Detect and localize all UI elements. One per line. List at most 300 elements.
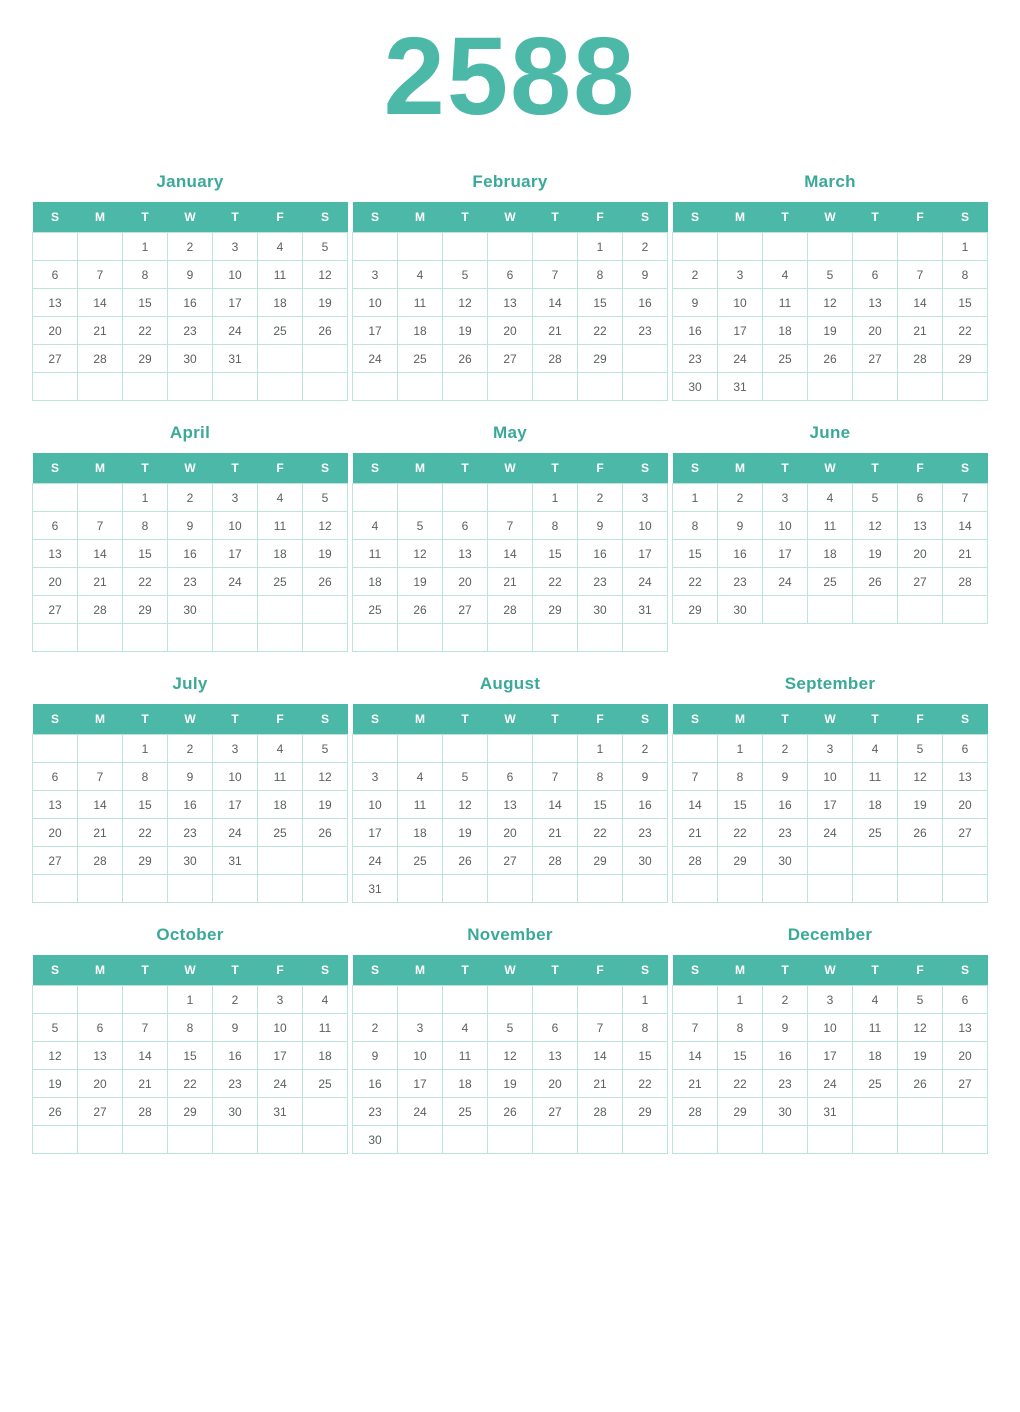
day-cell[interactable]: 14 [943, 512, 988, 540]
day-cell[interactable]: 6 [33, 512, 78, 540]
day-cell[interactable]: 28 [78, 596, 123, 624]
day-cell[interactable]: 19 [898, 1042, 943, 1070]
day-cell[interactable]: 2 [718, 484, 763, 512]
day-cell[interactable]: 14 [673, 1042, 718, 1070]
day-cell[interactable]: 28 [533, 345, 578, 373]
day-cell[interactable]: 5 [303, 735, 348, 763]
day-cell[interactable]: 30 [213, 1098, 258, 1126]
day-cell[interactable]: 16 [673, 317, 718, 345]
day-cell[interactable]: 17 [398, 1070, 443, 1098]
day-cell[interactable]: 9 [673, 289, 718, 317]
day-cell[interactable]: 20 [943, 791, 988, 819]
day-cell[interactable]: 12 [443, 289, 488, 317]
day-cell[interactable]: 17 [213, 791, 258, 819]
day-cell[interactable]: 22 [123, 317, 168, 345]
day-cell[interactable]: 9 [213, 1014, 258, 1042]
day-cell[interactable]: 21 [533, 317, 578, 345]
day-cell[interactable]: 2 [168, 735, 213, 763]
day-cell[interactable]: 29 [123, 345, 168, 373]
day-cell[interactable]: 14 [673, 791, 718, 819]
day-cell[interactable]: 21 [78, 317, 123, 345]
day-cell[interactable]: 1 [578, 735, 623, 763]
day-cell[interactable]: 12 [303, 512, 348, 540]
day-cell[interactable]: 6 [33, 261, 78, 289]
day-cell[interactable]: 2 [213, 986, 258, 1014]
day-cell[interactable]: 10 [623, 512, 668, 540]
day-cell[interactable]: 25 [853, 1070, 898, 1098]
day-cell[interactable]: 22 [123, 568, 168, 596]
day-cell[interactable]: 2 [353, 1014, 398, 1042]
day-cell[interactable]: 28 [673, 847, 718, 875]
day-cell[interactable]: 11 [443, 1042, 488, 1070]
day-cell[interactable]: 6 [943, 986, 988, 1014]
day-cell[interactable]: 10 [353, 289, 398, 317]
day-cell[interactable]: 20 [33, 317, 78, 345]
day-cell[interactable]: 7 [78, 512, 123, 540]
day-cell[interactable]: 5 [808, 261, 853, 289]
day-cell[interactable]: 7 [578, 1014, 623, 1042]
day-cell[interactable]: 18 [353, 568, 398, 596]
day-cell[interactable]: 17 [718, 317, 763, 345]
day-cell[interactable]: 17 [808, 791, 853, 819]
day-cell[interactable]: 25 [808, 568, 853, 596]
day-cell[interactable]: 12 [303, 763, 348, 791]
day-cell[interactable]: 3 [623, 484, 668, 512]
day-cell[interactable]: 23 [168, 819, 213, 847]
day-cell[interactable]: 18 [853, 1042, 898, 1070]
day-cell[interactable]: 23 [763, 819, 808, 847]
day-cell[interactable]: 15 [718, 1042, 763, 1070]
day-cell[interactable]: 22 [578, 317, 623, 345]
day-cell[interactable]: 30 [673, 373, 718, 401]
day-cell[interactable]: 20 [443, 568, 488, 596]
day-cell[interactable]: 23 [673, 345, 718, 373]
day-cell[interactable]: 22 [673, 568, 718, 596]
day-cell[interactable]: 5 [398, 512, 443, 540]
day-cell[interactable]: 13 [533, 1042, 578, 1070]
day-cell[interactable]: 22 [623, 1070, 668, 1098]
day-cell[interactable]: 4 [258, 233, 303, 261]
day-cell[interactable]: 8 [533, 512, 578, 540]
day-cell[interactable]: 7 [533, 763, 578, 791]
day-cell[interactable]: 10 [808, 1014, 853, 1042]
day-cell[interactable]: 13 [898, 512, 943, 540]
day-cell[interactable]: 6 [533, 1014, 578, 1042]
day-cell[interactable]: 14 [578, 1042, 623, 1070]
day-cell[interactable]: 4 [443, 1014, 488, 1042]
day-cell[interactable]: 28 [78, 345, 123, 373]
day-cell[interactable]: 24 [808, 819, 853, 847]
day-cell[interactable]: 21 [488, 568, 533, 596]
day-cell[interactable]: 29 [943, 345, 988, 373]
day-cell[interactable]: 19 [33, 1070, 78, 1098]
day-cell[interactable]: 13 [488, 289, 533, 317]
day-cell[interactable]: 7 [673, 763, 718, 791]
day-cell[interactable]: 18 [258, 289, 303, 317]
day-cell[interactable]: 15 [123, 289, 168, 317]
day-cell[interactable]: 7 [898, 261, 943, 289]
day-cell[interactable]: 5 [443, 763, 488, 791]
day-cell[interactable]: 1 [123, 484, 168, 512]
day-cell[interactable]: 23 [718, 568, 763, 596]
day-cell[interactable]: 27 [78, 1098, 123, 1126]
day-cell[interactable]: 5 [303, 484, 348, 512]
day-cell[interactable]: 8 [578, 763, 623, 791]
day-cell[interactable]: 7 [533, 261, 578, 289]
day-cell[interactable]: 13 [78, 1042, 123, 1070]
day-cell[interactable]: 2 [168, 233, 213, 261]
day-cell[interactable]: 20 [853, 317, 898, 345]
day-cell[interactable]: 28 [943, 568, 988, 596]
day-cell[interactable]: 15 [123, 540, 168, 568]
day-cell[interactable]: 22 [168, 1070, 213, 1098]
day-cell[interactable]: 2 [673, 261, 718, 289]
day-cell[interactable]: 22 [578, 819, 623, 847]
day-cell[interactable]: 2 [168, 484, 213, 512]
day-cell[interactable]: 2 [763, 986, 808, 1014]
day-cell[interactable]: 6 [488, 763, 533, 791]
day-cell[interactable]: 16 [763, 791, 808, 819]
day-cell[interactable]: 5 [488, 1014, 533, 1042]
day-cell[interactable]: 12 [898, 763, 943, 791]
day-cell[interactable]: 1 [578, 233, 623, 261]
day-cell[interactable]: 29 [718, 847, 763, 875]
day-cell[interactable]: 9 [623, 763, 668, 791]
day-cell[interactable]: 11 [258, 512, 303, 540]
day-cell[interactable]: 3 [398, 1014, 443, 1042]
day-cell[interactable]: 25 [853, 819, 898, 847]
day-cell[interactable]: 21 [123, 1070, 168, 1098]
day-cell[interactable]: 26 [898, 819, 943, 847]
day-cell[interactable]: 28 [578, 1098, 623, 1126]
day-cell[interactable]: 1 [718, 986, 763, 1014]
day-cell[interactable]: 1 [673, 484, 718, 512]
day-cell[interactable]: 30 [763, 847, 808, 875]
day-cell[interactable]: 7 [943, 484, 988, 512]
day-cell[interactable]: 4 [353, 512, 398, 540]
day-cell[interactable]: 8 [673, 512, 718, 540]
day-cell[interactable]: 3 [213, 233, 258, 261]
day-cell[interactable]: 8 [168, 1014, 213, 1042]
day-cell[interactable]: 14 [78, 540, 123, 568]
day-cell[interactable]: 4 [763, 261, 808, 289]
day-cell[interactable]: 20 [943, 1042, 988, 1070]
day-cell[interactable]: 5 [853, 484, 898, 512]
day-cell[interactable]: 27 [853, 345, 898, 373]
day-cell[interactable]: 22 [718, 1070, 763, 1098]
day-cell[interactable]: 18 [443, 1070, 488, 1098]
day-cell[interactable]: 19 [443, 819, 488, 847]
day-cell[interactable]: 25 [443, 1098, 488, 1126]
day-cell[interactable]: 20 [78, 1070, 123, 1098]
day-cell[interactable]: 17 [353, 317, 398, 345]
day-cell[interactable]: 19 [443, 317, 488, 345]
day-cell[interactable]: 24 [398, 1098, 443, 1126]
day-cell[interactable]: 20 [488, 317, 533, 345]
day-cell[interactable]: 3 [353, 261, 398, 289]
day-cell[interactable]: 15 [533, 540, 578, 568]
day-cell[interactable]: 13 [33, 540, 78, 568]
day-cell[interactable]: 9 [168, 763, 213, 791]
day-cell[interactable]: 26 [398, 596, 443, 624]
day-cell[interactable]: 23 [623, 819, 668, 847]
day-cell[interactable]: 28 [673, 1098, 718, 1126]
day-cell[interactable]: 6 [853, 261, 898, 289]
day-cell[interactable]: 5 [898, 735, 943, 763]
day-cell[interactable]: 20 [33, 568, 78, 596]
day-cell[interactable]: 18 [808, 540, 853, 568]
day-cell[interactable]: 16 [718, 540, 763, 568]
day-cell[interactable]: 31 [623, 596, 668, 624]
day-cell[interactable]: 19 [398, 568, 443, 596]
day-cell[interactable]: 30 [718, 596, 763, 624]
day-cell[interactable]: 19 [853, 540, 898, 568]
day-cell[interactable]: 17 [763, 540, 808, 568]
day-cell[interactable]: 17 [213, 540, 258, 568]
day-cell[interactable]: 14 [533, 289, 578, 317]
day-cell[interactable]: 4 [303, 986, 348, 1014]
day-cell[interactable]: 1 [533, 484, 578, 512]
day-cell[interactable]: 15 [123, 791, 168, 819]
day-cell[interactable]: 22 [718, 819, 763, 847]
day-cell[interactable]: 16 [168, 289, 213, 317]
day-cell[interactable]: 16 [578, 540, 623, 568]
day-cell[interactable]: 25 [258, 317, 303, 345]
day-cell[interactable]: 11 [398, 791, 443, 819]
day-cell[interactable]: 15 [943, 289, 988, 317]
day-cell[interactable]: 27 [443, 596, 488, 624]
day-cell[interactable]: 28 [898, 345, 943, 373]
day-cell[interactable]: 11 [763, 289, 808, 317]
day-cell[interactable]: 5 [33, 1014, 78, 1042]
day-cell[interactable]: 7 [78, 763, 123, 791]
day-cell[interactable]: 2 [578, 484, 623, 512]
day-cell[interactable]: 3 [808, 735, 853, 763]
day-cell[interactable]: 13 [443, 540, 488, 568]
day-cell[interactable]: 12 [808, 289, 853, 317]
day-cell[interactable]: 16 [623, 791, 668, 819]
day-cell[interactable]: 4 [853, 986, 898, 1014]
day-cell[interactable]: 29 [578, 847, 623, 875]
day-cell[interactable]: 27 [33, 847, 78, 875]
day-cell[interactable]: 3 [353, 763, 398, 791]
day-cell[interactable]: 19 [488, 1070, 533, 1098]
day-cell[interactable]: 10 [718, 289, 763, 317]
day-cell[interactable]: 27 [33, 345, 78, 373]
day-cell[interactable]: 17 [623, 540, 668, 568]
day-cell[interactable]: 20 [33, 819, 78, 847]
day-cell[interactable]: 9 [623, 261, 668, 289]
day-cell[interactable]: 26 [808, 345, 853, 373]
day-cell[interactable]: 14 [488, 540, 533, 568]
day-cell[interactable]: 15 [623, 1042, 668, 1070]
day-cell[interactable]: 21 [943, 540, 988, 568]
day-cell[interactable]: 23 [168, 568, 213, 596]
day-cell[interactable]: 11 [353, 540, 398, 568]
day-cell[interactable]: 14 [533, 791, 578, 819]
day-cell[interactable]: 4 [398, 261, 443, 289]
day-cell[interactable]: 27 [488, 345, 533, 373]
day-cell[interactable]: 24 [258, 1070, 303, 1098]
day-cell[interactable]: 4 [808, 484, 853, 512]
day-cell[interactable]: 13 [943, 763, 988, 791]
day-cell[interactable]: 21 [78, 568, 123, 596]
day-cell[interactable]: 15 [578, 289, 623, 317]
day-cell[interactable]: 14 [123, 1042, 168, 1070]
day-cell[interactable]: 31 [213, 847, 258, 875]
day-cell[interactable]: 23 [353, 1098, 398, 1126]
day-cell[interactable]: 20 [488, 819, 533, 847]
day-cell[interactable]: 31 [808, 1098, 853, 1126]
day-cell[interactable]: 15 [718, 791, 763, 819]
day-cell[interactable]: 16 [168, 791, 213, 819]
day-cell[interactable]: 30 [168, 596, 213, 624]
day-cell[interactable]: 11 [398, 289, 443, 317]
day-cell[interactable]: 24 [808, 1070, 853, 1098]
day-cell[interactable]: 20 [533, 1070, 578, 1098]
day-cell[interactable]: 24 [213, 819, 258, 847]
day-cell[interactable]: 27 [943, 819, 988, 847]
day-cell[interactable]: 16 [168, 540, 213, 568]
day-cell[interactable]: 29 [533, 596, 578, 624]
day-cell[interactable]: 30 [623, 847, 668, 875]
day-cell[interactable]: 6 [78, 1014, 123, 1042]
day-cell[interactable]: 18 [763, 317, 808, 345]
day-cell[interactable]: 29 [578, 345, 623, 373]
day-cell[interactable]: 21 [578, 1070, 623, 1098]
day-cell[interactable]: 12 [898, 1014, 943, 1042]
day-cell[interactable]: 24 [763, 568, 808, 596]
day-cell[interactable]: 30 [353, 1126, 398, 1154]
day-cell[interactable]: 5 [303, 233, 348, 261]
day-cell[interactable]: 26 [488, 1098, 533, 1126]
day-cell[interactable]: 23 [763, 1070, 808, 1098]
day-cell[interactable]: 10 [808, 763, 853, 791]
day-cell[interactable]: 2 [623, 735, 668, 763]
day-cell[interactable]: 25 [353, 596, 398, 624]
day-cell[interactable]: 14 [898, 289, 943, 317]
day-cell[interactable]: 11 [258, 261, 303, 289]
day-cell[interactable]: 9 [763, 763, 808, 791]
day-cell[interactable]: 16 [623, 289, 668, 317]
day-cell[interactable]: 17 [808, 1042, 853, 1070]
day-cell[interactable]: 18 [303, 1042, 348, 1070]
day-cell[interactable]: 9 [718, 512, 763, 540]
day-cell[interactable]: 29 [673, 596, 718, 624]
day-cell[interactable]: 24 [353, 345, 398, 373]
day-cell[interactable]: 4 [258, 735, 303, 763]
day-cell[interactable]: 25 [398, 847, 443, 875]
day-cell[interactable]: 15 [168, 1042, 213, 1070]
day-cell[interactable]: 27 [943, 1070, 988, 1098]
day-cell[interactable]: 7 [488, 512, 533, 540]
day-cell[interactable]: 17 [258, 1042, 303, 1070]
day-cell[interactable]: 23 [213, 1070, 258, 1098]
day-cell[interactable]: 29 [168, 1098, 213, 1126]
day-cell[interactable]: 5 [898, 986, 943, 1014]
day-cell[interactable]: 27 [898, 568, 943, 596]
day-cell[interactable]: 21 [673, 1070, 718, 1098]
day-cell[interactable]: 1 [718, 735, 763, 763]
day-cell[interactable]: 30 [578, 596, 623, 624]
day-cell[interactable]: 8 [943, 261, 988, 289]
day-cell[interactable]: 18 [853, 791, 898, 819]
day-cell[interactable]: 20 [898, 540, 943, 568]
day-cell[interactable]: 21 [78, 819, 123, 847]
day-cell[interactable]: 16 [353, 1070, 398, 1098]
day-cell[interactable]: 30 [763, 1098, 808, 1126]
day-cell[interactable]: 8 [123, 261, 168, 289]
day-cell[interactable]: 10 [258, 1014, 303, 1042]
day-cell[interactable]: 2 [763, 735, 808, 763]
day-cell[interactable]: 13 [33, 289, 78, 317]
day-cell[interactable]: 27 [33, 596, 78, 624]
day-cell[interactable]: 10 [353, 791, 398, 819]
day-cell[interactable]: 10 [213, 261, 258, 289]
day-cell[interactable]: 11 [258, 763, 303, 791]
day-cell[interactable]: 13 [33, 791, 78, 819]
day-cell[interactable]: 12 [303, 261, 348, 289]
day-cell[interactable]: 18 [398, 317, 443, 345]
day-cell[interactable]: 12 [443, 791, 488, 819]
day-cell[interactable]: 12 [488, 1042, 533, 1070]
day-cell[interactable]: 23 [578, 568, 623, 596]
day-cell[interactable]: 11 [808, 512, 853, 540]
day-cell[interactable]: 13 [943, 1014, 988, 1042]
day-cell[interactable]: 19 [898, 791, 943, 819]
day-cell[interactable]: 25 [258, 568, 303, 596]
day-cell[interactable]: 24 [623, 568, 668, 596]
day-cell[interactable]: 25 [258, 819, 303, 847]
day-cell[interactable]: 31 [353, 875, 398, 903]
day-cell[interactable]: 6 [33, 763, 78, 791]
day-cell[interactable]: 16 [763, 1042, 808, 1070]
day-cell[interactable]: 25 [398, 345, 443, 373]
day-cell[interactable]: 11 [853, 1014, 898, 1042]
day-cell[interactable]: 1 [168, 986, 213, 1014]
day-cell[interactable]: 5 [443, 261, 488, 289]
day-cell[interactable]: 31 [718, 373, 763, 401]
day-cell[interactable]: 3 [258, 986, 303, 1014]
day-cell[interactable]: 9 [353, 1042, 398, 1070]
day-cell[interactable]: 10 [398, 1042, 443, 1070]
day-cell[interactable]: 26 [33, 1098, 78, 1126]
day-cell[interactable]: 17 [213, 289, 258, 317]
day-cell[interactable]: 13 [488, 791, 533, 819]
day-cell[interactable]: 29 [623, 1098, 668, 1126]
day-cell[interactable]: 8 [123, 512, 168, 540]
day-cell[interactable]: 6 [898, 484, 943, 512]
day-cell[interactable]: 19 [808, 317, 853, 345]
day-cell[interactable]: 14 [78, 289, 123, 317]
day-cell[interactable]: 19 [303, 289, 348, 317]
day-cell[interactable]: 3 [718, 261, 763, 289]
day-cell[interactable]: 24 [213, 568, 258, 596]
day-cell[interactable]: 3 [213, 484, 258, 512]
day-cell[interactable]: 7 [78, 261, 123, 289]
day-cell[interactable]: 29 [123, 847, 168, 875]
day-cell[interactable]: 9 [168, 261, 213, 289]
day-cell[interactable]: 8 [718, 763, 763, 791]
day-cell[interactable]: 17 [353, 819, 398, 847]
day-cell[interactable]: 26 [303, 819, 348, 847]
day-cell[interactable]: 6 [943, 735, 988, 763]
day-cell[interactable]: 13 [853, 289, 898, 317]
day-cell[interactable]: 3 [808, 986, 853, 1014]
day-cell[interactable]: 12 [33, 1042, 78, 1070]
day-cell[interactable]: 24 [718, 345, 763, 373]
day-cell[interactable]: 29 [718, 1098, 763, 1126]
